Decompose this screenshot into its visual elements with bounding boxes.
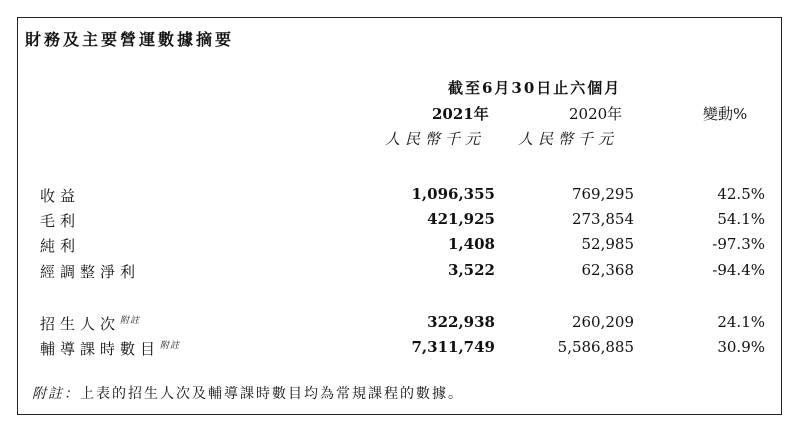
footnote-label: 附註： (32, 386, 80, 402)
row-label-gross-profit: 毛利 (40, 212, 81, 230)
column-2020-year: 2020年 (569, 105, 623, 123)
column-change-label: 變動% (703, 105, 748, 123)
cell-adjusted-net-profit-2020: 62,368 (581, 261, 634, 279)
cell-net-profit-2020: 52,985 (581, 235, 634, 253)
cell-tutoring-hours-2021: 7,311,749 (411, 338, 495, 356)
cell-net-profit-2021: 1,408 (448, 235, 495, 253)
footnote (32, 383, 464, 403)
column-2021-unit: 人民幣千元 (385, 130, 486, 148)
cell-gross-profit-2020: 273,854 (571, 210, 634, 228)
cell-gross-profit-change: 54.1% (717, 210, 765, 228)
footnote-text: 上表的招生人次及輔導課時數目均為常規課程的數據。 (80, 386, 464, 402)
cell-enrollments-change: 24.1% (717, 313, 765, 331)
note-marker: 附註 (160, 341, 181, 351)
cell-enrollments-2021: 322,938 (427, 313, 495, 331)
cell-tutoring-hours-change: 30.9% (717, 338, 765, 356)
cell-adjusted-net-profit-2021: 3,522 (448, 261, 495, 279)
row-label-revenue: 收益 (40, 187, 81, 205)
cell-net-profit-change: -97.3% (712, 235, 765, 253)
cell-tutoring-hours-2020: 5,586,885 (557, 338, 634, 356)
column-2020-unit: 人民幣千元 (518, 130, 619, 148)
cell-revenue-change: 42.5% (717, 185, 765, 203)
cell-gross-profit-2021: 421,925 (427, 210, 495, 228)
cell-enrollments-2020: 260,209 (571, 313, 634, 331)
note-marker: 附註 (120, 316, 141, 326)
column-2021-year: 2021年 (432, 105, 489, 123)
cell-revenue-2020: 769,295 (571, 185, 634, 203)
cell-revenue-2021: 1,096,355 (411, 185, 495, 203)
row-label-adjusted-net-profit: 經調整淨利 (40, 263, 141, 281)
cell-adjusted-net-profit-change: -94.4% (712, 261, 765, 279)
row-label-net-profit: 純利 (40, 237, 81, 255)
page-title: 財務及主要營運數據摘要 (25, 30, 235, 49)
row-label-tutoring-hours: 輔導課時數目$^{附註}$ (40, 340, 181, 358)
period-header: 截至6月30日止六個月 (448, 79, 622, 97)
row-label-enrollments: 招生人次$^{附註}$ (40, 315, 141, 333)
